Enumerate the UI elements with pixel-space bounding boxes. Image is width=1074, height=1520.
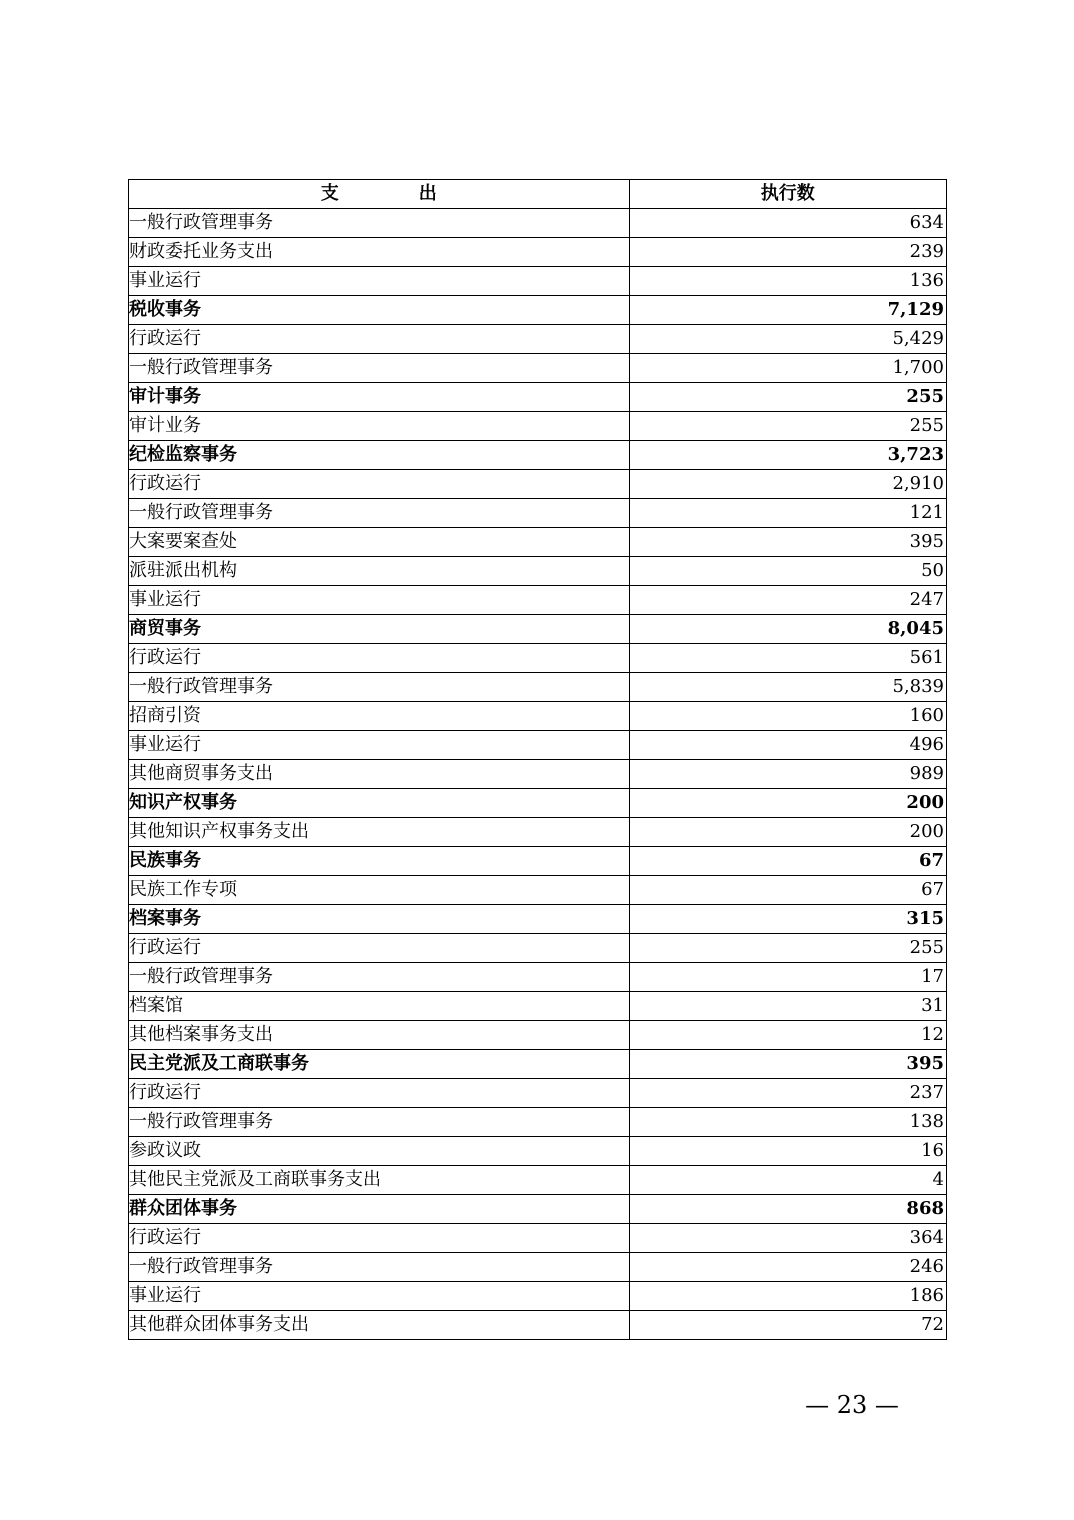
category-value: 255: [629, 383, 946, 412]
item-name: 一般行政管理事务: [129, 354, 630, 383]
table-row: [129, 354, 947, 383]
table-row: [129, 325, 947, 354]
category-row: [129, 296, 947, 325]
item-name: 审计业务: [129, 412, 630, 441]
expenditure-table: [128, 179, 947, 1340]
item-name: 其他档案事务支出: [129, 1021, 630, 1050]
category-row: [129, 1195, 947, 1224]
item-value: 200: [629, 818, 946, 847]
category-value: 67: [629, 847, 946, 876]
category-value: 395: [629, 1050, 946, 1079]
item-name: 一般行政管理事务: [129, 1253, 630, 1282]
category-row: [129, 789, 947, 818]
table-row: [129, 1079, 947, 1108]
item-name: 行政运行: [129, 325, 630, 354]
item-value: 395: [629, 528, 946, 557]
table-row: [129, 1021, 947, 1050]
item-name: 行政运行: [129, 644, 630, 673]
category-name: 知识产权事务: [129, 789, 630, 818]
category-name: 纪检监察事务: [129, 441, 630, 470]
item-value: 239: [629, 238, 946, 267]
table-row: [129, 499, 947, 528]
table-row: [129, 1311, 947, 1340]
table-row: [129, 1137, 947, 1166]
category-row: [129, 1050, 947, 1079]
table-row: [129, 1253, 947, 1282]
item-name: 档案馆: [129, 992, 630, 1021]
item-value: 16: [629, 1137, 946, 1166]
category-name: 民族事务: [129, 847, 630, 876]
item-value: 247: [629, 586, 946, 615]
item-value: 17: [629, 963, 946, 992]
category-name: 群众团体事务: [129, 1195, 630, 1224]
category-row: [129, 905, 947, 934]
table-row: [129, 470, 947, 499]
category-row: [129, 615, 947, 644]
item-value: 561: [629, 644, 946, 673]
item-name: 财政委托业务支出: [129, 238, 630, 267]
table-row: [129, 760, 947, 789]
category-name: 税收事务: [129, 296, 630, 325]
table-row: [129, 209, 947, 238]
item-value: 136: [629, 267, 946, 296]
header-expenditure: [129, 180, 630, 209]
item-name: 其他群众团体事务支出: [129, 1311, 630, 1340]
item-value: 67: [629, 876, 946, 905]
category-row: [129, 441, 947, 470]
item-value: 4: [629, 1166, 946, 1195]
table-row: [129, 412, 947, 441]
table-row: [129, 876, 947, 905]
item-value: 160: [629, 702, 946, 731]
item-name: 行政运行: [129, 1079, 630, 1108]
page-number: — 23 —: [805, 1391, 899, 1419]
category-value: 200: [629, 789, 946, 818]
item-value: 237: [629, 1079, 946, 1108]
item-name: 派驻派出机构: [129, 557, 630, 586]
item-name: 民族工作专项: [129, 876, 630, 905]
category-row: [129, 383, 947, 412]
item-value: 255: [629, 934, 946, 963]
item-name: 一般行政管理事务: [129, 1108, 630, 1137]
item-value: 121: [629, 499, 946, 528]
item-value: 12: [629, 1021, 946, 1050]
item-name: 其他商贸事务支出: [129, 760, 630, 789]
item-value: 496: [629, 731, 946, 760]
item-value: 186: [629, 1282, 946, 1311]
item-name: 大案要案查处: [129, 528, 630, 557]
table-body: [129, 209, 947, 1340]
item-value: 255: [629, 412, 946, 441]
item-name: 行政运行: [129, 1224, 630, 1253]
table-row: [129, 644, 947, 673]
item-value: 5,429: [629, 325, 946, 354]
item-value: 138: [629, 1108, 946, 1137]
category-value: 8,045: [629, 615, 946, 644]
item-name: 一般行政管理事务: [129, 499, 630, 528]
category-row: [129, 847, 947, 876]
table-row: [129, 673, 947, 702]
category-value: 868: [629, 1195, 946, 1224]
table-row: [129, 992, 947, 1021]
item-name: 参政议政: [129, 1137, 630, 1166]
table-row: [129, 586, 947, 615]
item-value: 634: [629, 209, 946, 238]
item-name: 一般行政管理事务: [129, 963, 630, 992]
table-row: [129, 934, 947, 963]
category-name: 商贸事务: [129, 615, 630, 644]
table-row: [129, 1166, 947, 1195]
header-executed-amount: 执行数: [629, 180, 946, 209]
item-name: 事业运行: [129, 267, 630, 296]
header-expenditure-part1: 支: [320, 183, 339, 204]
item-value: 989: [629, 760, 946, 789]
category-name: 审计事务: [129, 383, 630, 412]
table-row: [129, 702, 947, 731]
item-value: 246: [629, 1253, 946, 1282]
category-value: 3,723: [629, 441, 946, 470]
table-row: [129, 528, 947, 557]
table-header-row: [129, 180, 947, 209]
table-row: [129, 238, 947, 267]
item-value: 31: [629, 992, 946, 1021]
item-name: 一般行政管理事务: [129, 209, 630, 238]
item-name: 事业运行: [129, 731, 630, 760]
item-name: 招商引资: [129, 702, 630, 731]
item-value: 1,700: [629, 354, 946, 383]
table-row: [129, 1108, 947, 1137]
table-row: [129, 1282, 947, 1311]
item-name: 事业运行: [129, 1282, 630, 1311]
category-value: 315: [629, 905, 946, 934]
category-name: 档案事务: [129, 905, 630, 934]
header-expenditure-part2: 出: [418, 183, 437, 204]
item-name: 一般行政管理事务: [129, 673, 630, 702]
item-value: 50: [629, 557, 946, 586]
category-value: 7,129: [629, 296, 946, 325]
item-name: 行政运行: [129, 934, 630, 963]
table-row: [129, 267, 947, 296]
item-value: 364: [629, 1224, 946, 1253]
item-name: 其他民主党派及工商联事务支出: [129, 1166, 630, 1195]
category-name: 民主党派及工商联事务: [129, 1050, 630, 1079]
item-value: 72: [629, 1311, 946, 1340]
item-name: 行政运行: [129, 470, 630, 499]
item-name: 事业运行: [129, 586, 630, 615]
table-row: [129, 963, 947, 992]
item-name: 其他知识产权事务支出: [129, 818, 630, 847]
table-row: [129, 1224, 947, 1253]
table-row: [129, 818, 947, 847]
table-row: [129, 557, 947, 586]
table-row: [129, 731, 947, 760]
item-value: 2,910: [629, 470, 946, 499]
item-value: 5,839: [629, 673, 946, 702]
